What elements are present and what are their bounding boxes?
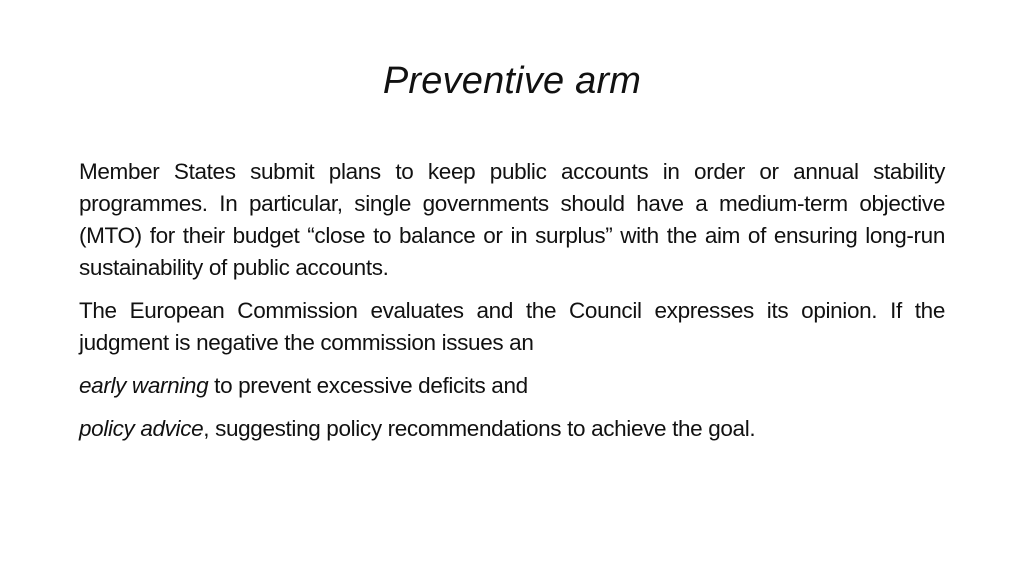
policy-advice-text: , suggesting policy recommendations to achieve the goal.: [203, 416, 756, 441]
slide-body: [79, 156, 945, 445]
paragraph-early-warning: [79, 370, 945, 402]
early-warning-text: to prevent excessive deficits and: [208, 373, 528, 398]
slide-title: Preventive arm: [382, 60, 642, 102]
paragraph-stability-programmes: Member States submit plans to keep public accounts in order or annual stability programmes. In particular, single governments should have a medium-term objective (MTO) for their budget “close to balance or in surplus” with the aim of ensuring long-run sustainability of public accounts.: [79, 159, 945, 280]
early-warning-term: early warning: [79, 373, 209, 398]
policy-advice-term: policy advice: [79, 416, 204, 441]
paragraph-policy-advice: [79, 413, 945, 445]
paragraph-commission-evaluation: The European Commission evaluates and the Council expresses its opinion. If the judgment is negative the commission issues an: [79, 298, 945, 355]
